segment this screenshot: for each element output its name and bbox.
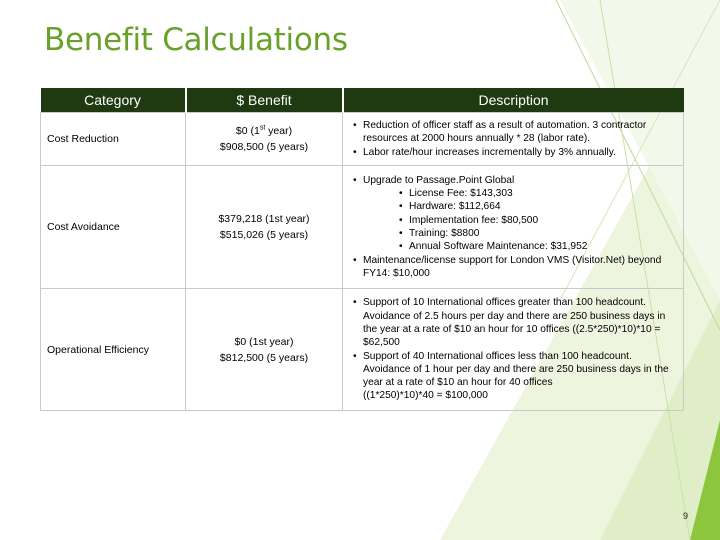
description-cell (343, 166, 684, 289)
description-sub-bullet: • Training: $8800 (353, 227, 677, 240)
category-cell: Operational Efficiency (41, 289, 186, 411)
benefit-cell (186, 289, 343, 411)
header-category: Category (41, 88, 186, 113)
description-bullet: • Labor rate/hour increases incrementally by 3% annually. (353, 146, 677, 159)
header-description: Description (343, 88, 684, 113)
table-row-cost-avoidance (41, 166, 684, 289)
description-sub-bullet: • Implementation fee: $80,500 (353, 214, 677, 227)
page-title: Benefit Calculations (44, 22, 348, 58)
table-row-cost-reduction (41, 113, 684, 166)
category-cell: Cost Reduction (41, 113, 186, 166)
description-cell (343, 113, 684, 166)
description-sub-bullet: • License Fee: $143,303 (353, 187, 677, 200)
description-formula: ((1*250)*10)*40 = $100,000 (363, 390, 488, 402)
header-benefit: $ Benefit (186, 88, 343, 113)
benefit-first-year: $0 (1st year) (235, 124, 293, 137)
description-bullet: • Support of 40 International offices less than 100 headcount. Avoidance of 1 hour per day and there are 250 business days in the year at a rate of $10 an hour for 40 offices (353, 350, 677, 390)
description-bullet: • Reduction of officer staff as a result of automation. 3 contractor resources at 2000 hours annually * 28 (labor rate). (353, 119, 677, 146)
category-cell: Cost Avoidance (41, 166, 186, 289)
benefit-table (40, 88, 684, 411)
table-header-row (41, 88, 684, 113)
benefit-cell (186, 113, 343, 166)
table-row-operational-efficiency (41, 289, 684, 411)
description-sub-bullet: • Annual Software Maintenance: $31,952 (353, 240, 677, 253)
description-sub-bullet: • Hardware: $112,664 (353, 200, 677, 213)
benefit-five-years: $908,500 (5 years) (219, 141, 309, 153)
description-bullet: • Upgrade to Passage.Point Global (353, 174, 677, 187)
description-bullet: • Maintenance/license support for London VMS (Visitor.Net) beyond FY14: $10,000 (353, 254, 677, 281)
benefit-first-year: $0 (1st year) (234, 335, 294, 348)
description-cell (343, 289, 684, 411)
benefit-five-years: $515,026 (5 years) (219, 229, 309, 241)
benefit-five-years: $812,500 (5 years) (219, 351, 309, 364)
description-bullet: • Support of 10 International offices greater than 100 headcount. Avoidance of 2.5 hours per day and there are 250 business days in the year at a rate of $10 an hour for 10 offices ((2.5*250)*10)*10 = $62,500 (353, 296, 677, 349)
page-number: 9 (683, 511, 689, 521)
benefit-cell (186, 166, 343, 289)
benefit-first-year: $379,218 (1st year) (218, 213, 310, 225)
